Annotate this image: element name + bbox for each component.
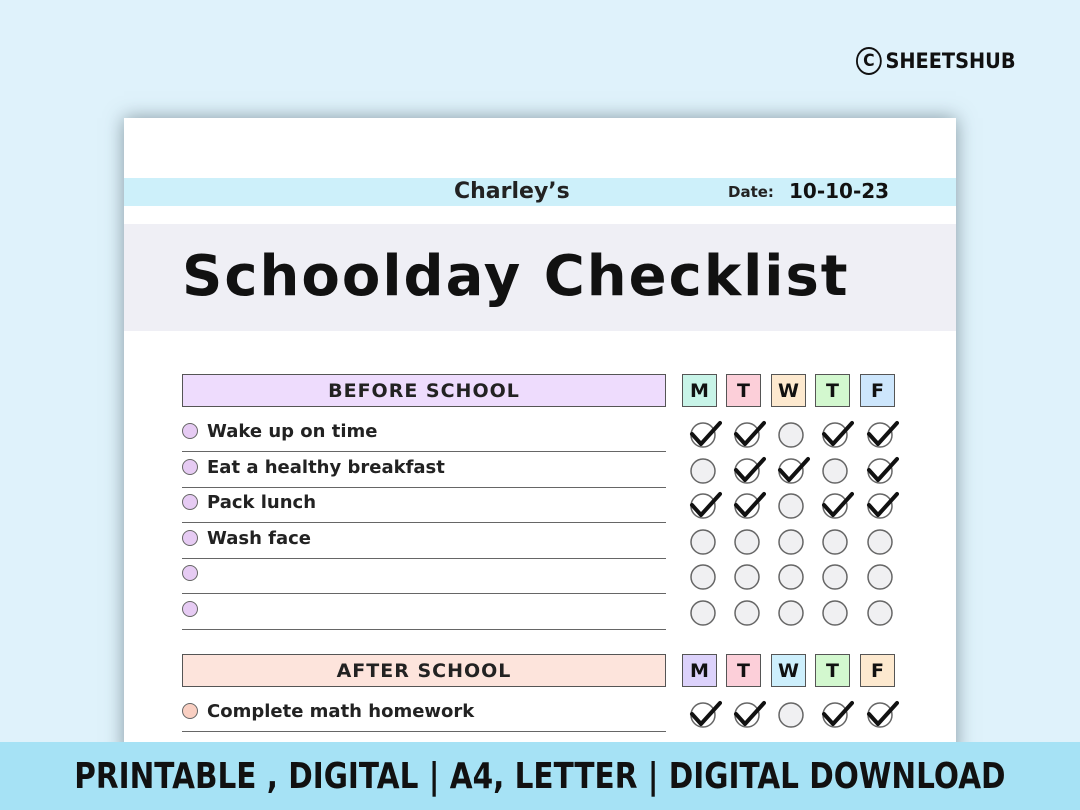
checked-circle-icon[interactable]: [820, 489, 854, 523]
task-label[interactable]: Wash face: [207, 527, 312, 549]
checked-circle-icon[interactable]: [820, 418, 854, 452]
day-header-t-2: T: [726, 374, 761, 407]
page-title: Schoolday Checklist: [182, 244, 850, 309]
task-label[interactable]: Complete math homework: [207, 701, 475, 722]
empty-circle-icon[interactable]: [820, 596, 854, 630]
bullet-icon: [182, 703, 198, 719]
brand-logo: [856, 47, 1016, 75]
bullet-icon: [182, 565, 198, 581]
day-header-t-2: T: [726, 654, 761, 687]
empty-circle-icon[interactable]: [688, 560, 722, 594]
date-value: 10-10-23: [789, 179, 890, 203]
bullet-icon: [182, 601, 198, 617]
empty-circle-icon[interactable]: [776, 418, 810, 452]
task-label[interactable]: Wake up on time: [207, 421, 378, 442]
checked-circle-icon[interactable]: [820, 698, 854, 732]
checklist-sheet: [124, 118, 956, 758]
checklist-row: [182, 452, 666, 488]
date-label: Date:: [728, 183, 774, 201]
checked-circle-icon[interactable]: [732, 418, 766, 452]
empty-circle-icon[interactable]: [776, 489, 810, 523]
empty-circle-icon[interactable]: [688, 454, 722, 488]
checklist-row: [182, 487, 666, 523]
after-school-header: AFTER SCHOOL: [182, 654, 666, 687]
day-header-w-3: W: [771, 654, 806, 687]
empty-circle-icon[interactable]: [820, 454, 854, 488]
empty-circle-icon[interactable]: [865, 560, 899, 594]
empty-circle-icon[interactable]: [732, 525, 766, 559]
day-header-w-3: W: [771, 374, 806, 407]
checked-circle-icon[interactable]: [688, 418, 722, 452]
bullet-icon: [182, 459, 198, 475]
checked-circle-icon[interactable]: [732, 698, 766, 732]
checked-circle-icon[interactable]: [865, 489, 899, 523]
checklist-row: [182, 523, 666, 559]
checklist-row: [182, 558, 666, 594]
task-label[interactable]: Pack lunch: [207, 492, 317, 513]
checklist-row: [182, 416, 666, 452]
empty-circle-icon[interactable]: [776, 560, 810, 594]
empty-circle-icon[interactable]: [732, 596, 766, 630]
day-header-f-5: F: [860, 374, 895, 407]
day-header-t-4: T: [815, 654, 850, 687]
day-header-t-4: T: [815, 374, 850, 407]
empty-circle-icon[interactable]: [688, 596, 722, 630]
checked-circle-icon[interactable]: [732, 489, 766, 523]
bullet-icon: [182, 494, 198, 510]
checked-circle-icon[interactable]: [865, 418, 899, 452]
day-header-m-1: M: [682, 374, 717, 407]
empty-circle-icon[interactable]: [820, 525, 854, 559]
copyright-icon: C: [856, 47, 882, 75]
checked-circle-icon[interactable]: [776, 454, 810, 488]
empty-circle-icon[interactable]: [688, 525, 722, 559]
checked-circle-icon[interactable]: [688, 489, 722, 523]
empty-circle-icon[interactable]: [776, 698, 810, 732]
title-band: [124, 224, 956, 331]
empty-circle-icon[interactable]: [732, 560, 766, 594]
day-header-m-1: M: [682, 654, 717, 687]
empty-circle-icon[interactable]: [865, 525, 899, 559]
task-label[interactable]: Eat a healthy breakfast: [207, 456, 445, 478]
empty-circle-icon[interactable]: [820, 560, 854, 594]
checked-circle-icon[interactable]: [688, 698, 722, 732]
footer-text: PRINTABLE , DIGITAL | A4, LETTER | DIGITAL DOWNLOAD: [74, 755, 1006, 797]
bullet-icon: [182, 423, 198, 439]
footer-banner: [0, 742, 1080, 810]
empty-circle-icon[interactable]: [865, 596, 899, 630]
empty-circle-icon[interactable]: [776, 596, 810, 630]
before-school-header: BEFORE SCHOOL: [182, 374, 666, 407]
bullet-icon: [182, 530, 198, 546]
empty-circle-icon[interactable]: [776, 525, 810, 559]
owner-name: Charley’s: [454, 179, 570, 204]
checked-circle-icon[interactable]: [865, 698, 899, 732]
checked-circle-icon[interactable]: [732, 454, 766, 488]
checklist-row: [182, 594, 666, 630]
day-header-f-5: F: [860, 654, 895, 687]
brand-name: SHEETSHUB: [885, 49, 1016, 73]
checked-circle-icon[interactable]: [865, 454, 899, 488]
name-band: [124, 178, 956, 206]
checklist-row: [182, 696, 666, 732]
